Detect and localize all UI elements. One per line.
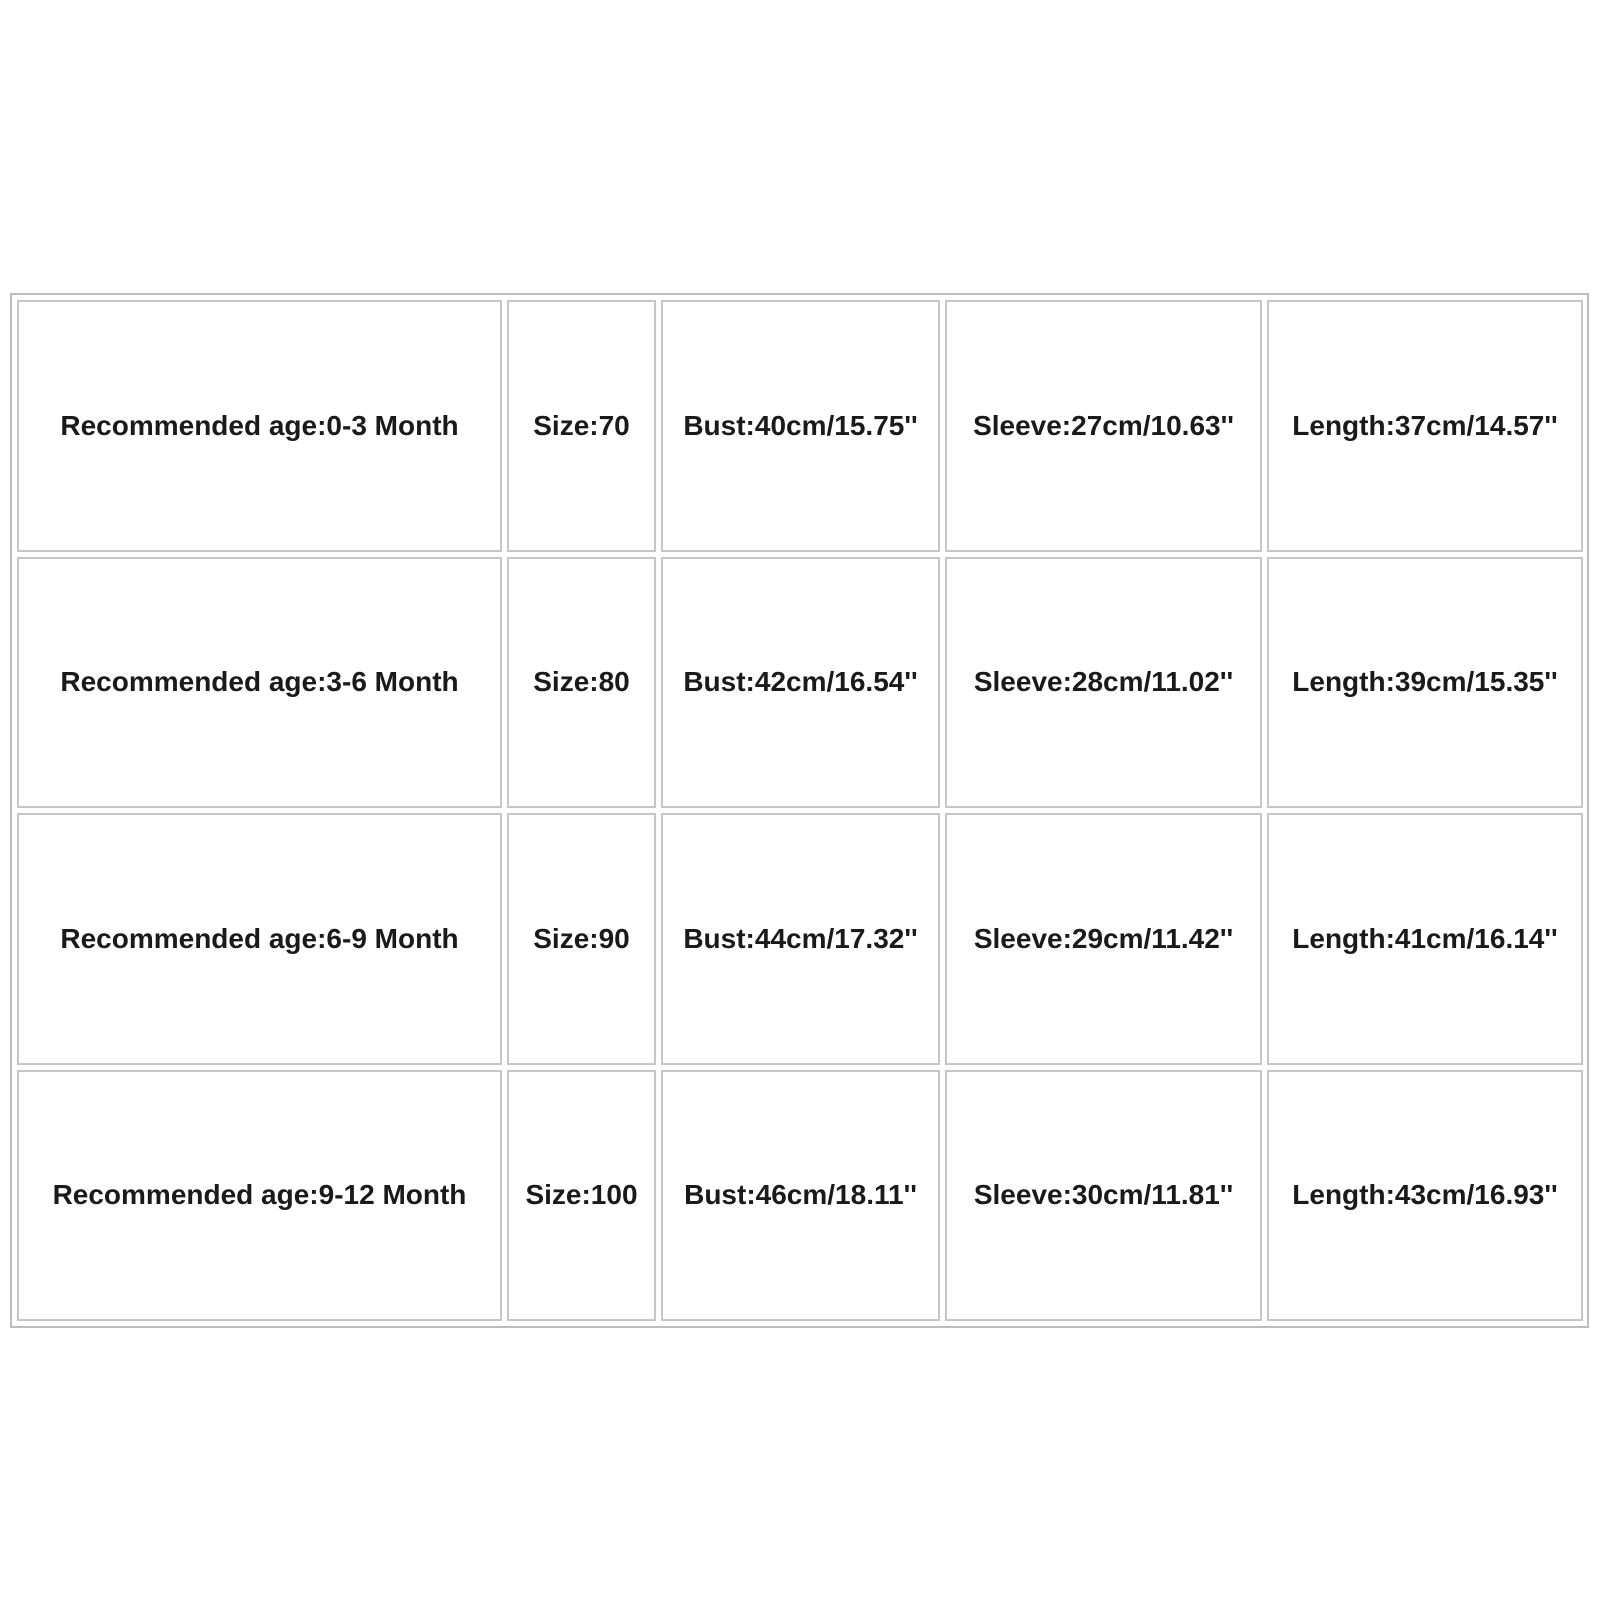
length-cell: Length:39cm/15.35''	[1267, 557, 1583, 809]
age-cell: Recommended age:0-3 Month	[17, 300, 502, 552]
age-cell: Recommended age:3-6 Month	[17, 557, 502, 809]
sleeve-cell: Sleeve:30cm/11.81''	[945, 1070, 1262, 1322]
age-cell: Recommended age:9-12 Month	[17, 1070, 502, 1322]
bust-cell: Bust:46cm/18.11''	[661, 1070, 940, 1322]
table-row	[17, 1070, 1583, 1322]
size-cell: Size:80	[507, 557, 656, 809]
size-chart-table	[12, 295, 1588, 1326]
length-cell: Length:43cm/16.93''	[1267, 1070, 1583, 1322]
length-cell: Length:41cm/16.14''	[1267, 813, 1583, 1065]
bust-cell: Bust:44cm/17.32''	[661, 813, 940, 1065]
table-row	[17, 557, 1583, 809]
sleeve-cell: Sleeve:28cm/11.02''	[945, 557, 1262, 809]
length-cell: Length:37cm/14.57''	[1267, 300, 1583, 552]
sleeve-cell: Sleeve:29cm/11.42''	[945, 813, 1262, 1065]
size-cell: Size:70	[507, 300, 656, 552]
bust-cell: Bust:42cm/16.54''	[661, 557, 940, 809]
size-chart	[10, 293, 1589, 1328]
bust-cell: Bust:40cm/15.75''	[661, 300, 940, 552]
table-row	[17, 813, 1583, 1065]
age-cell: Recommended age:6-9 Month	[17, 813, 502, 1065]
size-cell: Size:90	[507, 813, 656, 1065]
table-row	[17, 300, 1583, 552]
size-cell: Size:100	[507, 1070, 656, 1322]
sleeve-cell: Sleeve:27cm/10.63''	[945, 300, 1262, 552]
